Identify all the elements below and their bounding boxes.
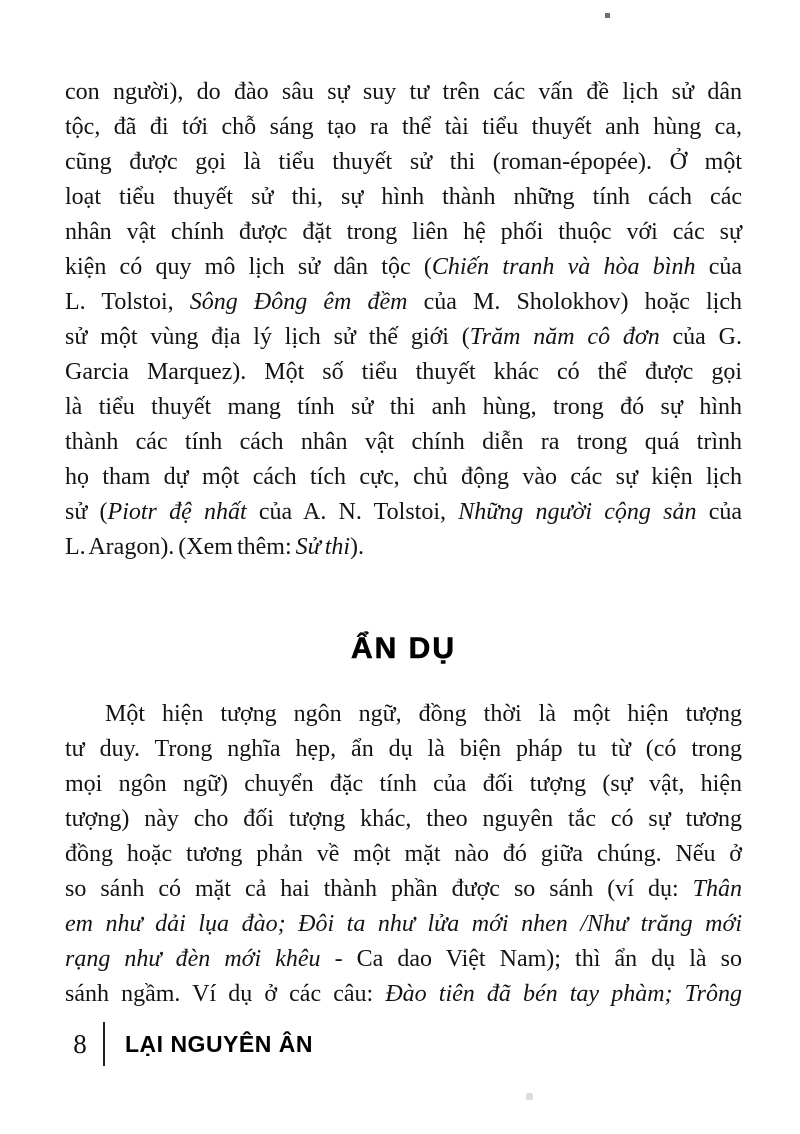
italic-book-title: Chiến tranh và hòa bình bbox=[431, 254, 696, 280]
page-number: 8 bbox=[73, 1028, 87, 1059]
text-line bbox=[65, 250, 742, 285]
text-line: loạt tiểu thuyết sử thi, sự hình thành những tính cách các bbox=[65, 184, 742, 210]
text-segment: của A. N. Tolstoi, bbox=[246, 499, 459, 525]
text-line bbox=[65, 320, 742, 355]
text-line bbox=[65, 285, 742, 320]
text-segment: ). bbox=[350, 534, 365, 560]
text-line bbox=[65, 872, 742, 907]
scan-speck-icon bbox=[605, 13, 610, 18]
text-segment: L. Aragon). (Xem thêm: bbox=[65, 534, 296, 560]
text-line: cũng được gọi là tiểu thuyết sử thi (roman-épopée). Ở một bbox=[65, 149, 742, 175]
italic-folk-verse: rạng như đèn mới khêu bbox=[65, 946, 321, 972]
text-segment: L. Tolstoi, bbox=[65, 289, 190, 315]
italic-book-title: Những người cộng sản bbox=[458, 499, 697, 525]
text-line: tộc, đã đi tới chỗ sáng tạo ra thể tài tiểu thuyết anh hùng ca, bbox=[65, 114, 742, 140]
footer-author-name: LẠI NGUYÊN ÂN bbox=[125, 1030, 313, 1057]
italic-book-title: Trăm năm cô đơn bbox=[469, 324, 660, 350]
page-footer bbox=[65, 1020, 313, 1068]
text-segment: sánh ngầm. Ví dụ ở các câu: bbox=[65, 981, 386, 1007]
text-line bbox=[65, 977, 742, 1012]
text-segment: sử một vùng địa lý lịch sử thế giới ( bbox=[65, 324, 470, 350]
text-line bbox=[65, 942, 742, 977]
italic-folk-verse: Thân bbox=[692, 876, 742, 902]
text-line: đồng hoặc tương phản về một mặt nào đó giữa chúng. Nếu ở bbox=[65, 841, 742, 867]
footer-divider bbox=[103, 1022, 105, 1066]
italic-folk-verse: em như dải lụa đào; Đôi ta như lửa mới nhen /Như trăng mới bbox=[65, 911, 742, 937]
text-line bbox=[65, 530, 742, 565]
text-line: là tiểu thuyết mang tính sử thi anh hùng, trong đó sự hình bbox=[65, 394, 742, 420]
italic-cross-reference: Sử thi bbox=[295, 534, 351, 560]
paragraph-metaphor bbox=[65, 697, 742, 1012]
text-line: mọi ngôn ngữ) chuyển đặc tính của đối tượng (sự vật, hiện bbox=[65, 771, 742, 797]
text-segment: của bbox=[695, 254, 742, 280]
text-line: họ tham dự một cách tích cực, chủ động vào các sự kiện lịch bbox=[65, 464, 742, 490]
scan-speck-icon bbox=[526, 1093, 533, 1100]
text-line: Garcia Marquez). Một số tiểu thuyết khác có thể được gọi bbox=[65, 359, 742, 385]
section-heading-an-du: ẨN DỤ bbox=[351, 632, 456, 665]
text-line: con người), do đào sâu sự suy tư trên các vấn đề lịch sử dân bbox=[65, 79, 742, 105]
text-segment: của G. bbox=[659, 324, 742, 350]
text-segment: so sánh có mặt cả hai thành phần được so sánh (ví dụ: bbox=[65, 876, 693, 902]
text-line bbox=[65, 495, 742, 530]
text-line bbox=[65, 907, 742, 942]
text-segment: sử ( bbox=[65, 499, 108, 525]
italic-book-title: Piotr đệ nhất bbox=[107, 499, 247, 525]
text-line: tượng) này cho đối tượng khác, theo nguyên tắc có sự tương bbox=[65, 806, 742, 832]
text-segment: kiện có quy mô lịch sử dân tộc ( bbox=[65, 254, 432, 280]
italic-book-title: Sông Đông êm đềm bbox=[189, 289, 408, 315]
text-line: Một hiện tượng ngôn ngữ, đồng thời là một hiện tượng bbox=[105, 701, 742, 727]
paragraph-epic-novel-continuation bbox=[65, 75, 742, 565]
text-segment: - Ca dao Việt Nam); thì ẩn dụ là so bbox=[320, 946, 742, 972]
text-segment: của M. Sholokhov) hoặc lịch bbox=[407, 289, 742, 315]
text-segment: của bbox=[696, 499, 742, 525]
text-line: thành các tính cách nhân vật chính diễn ra trong quá trình bbox=[65, 429, 742, 455]
italic-example-quote: Đào tiên đã bén tay phàm; Trông bbox=[385, 981, 743, 1007]
text-line: nhân vật chính được đặt trong liên hệ phối thuộc với các sự bbox=[65, 219, 742, 245]
text-line: tư duy. Trong nghĩa hẹp, ẩn dụ là biện pháp tu từ (có trong bbox=[65, 736, 742, 762]
